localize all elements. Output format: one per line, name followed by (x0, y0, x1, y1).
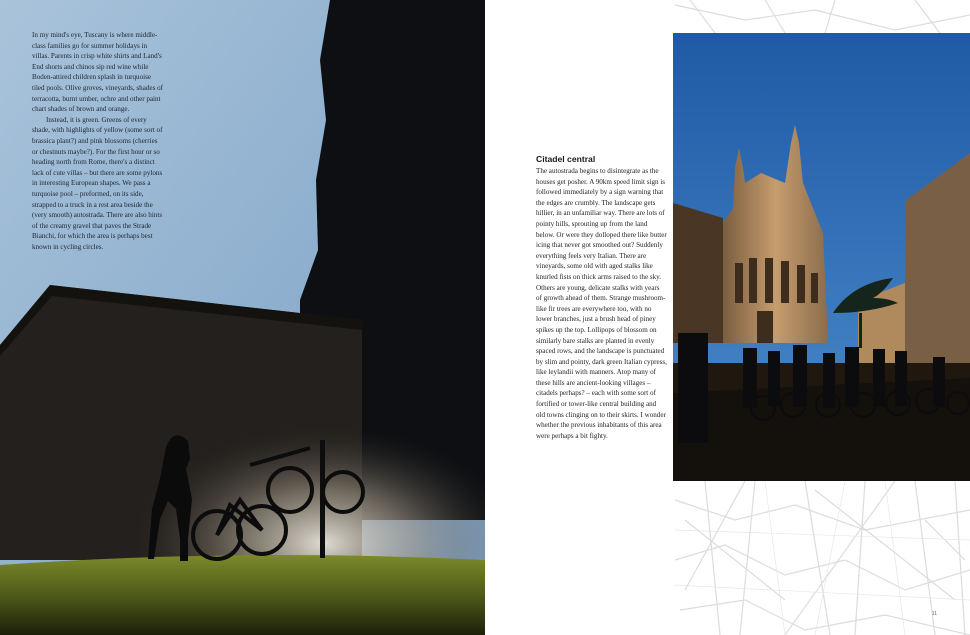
right-page (485, 0, 970, 635)
cathedral-square-photo (673, 33, 970, 481)
citadel-article-column (536, 154, 667, 441)
intro-body-text (32, 30, 164, 252)
section-body-text: The autostrada begins to disintegrate as the houses get posher. A 90km speed limit sign is followed immediately by a sign warning that the edges are crumbly. The landscape gets hillier, in an unfamiliar way. There are lots of pointy hills, sprouting up from the land below. Or were they dolloped there like butter icing that never got smoothed out? Suddenly everything feels very Italian. There are vineyards, some old with aged stalks like knurled fists on thick arms raised to the sky. Others are young, delicate stalks with years of growth ahead of them. Strange mushroom-like fir trees are everywhere too, with no lower branches, just a brush head of piney spikes up the top. Lollipops of blossom on similarly bare stalks are planted in evenly spaced rows, and the landscape is punctuated by slim and pointy, dark green Italian cypress, like leylandii with manners. Atop many of these hills are ancient-looking villages – citadels perhaps? – each with some sort of fortified or tower-like central building and old towns clinging on to their skirts. I wonder whether the previous inhabitants of this area were perhaps a bit fighty. (536, 167, 667, 440)
page-number: 11 (931, 611, 937, 617)
section-heading: Citadel central (536, 154, 596, 164)
intro-paragraph-2: Instead, it is green. Greens of every shade, with highlights of yellow (some sort of brassica plant?) and pink blossoms (cherries or chestnuts maybe?). For the first hour or so heading north from Rome, there's a distinct lack of cute villas – but there are some pylons in interesting European shapes. We pass a turquoise pool – preformed, on its side, strapped to a truck in a rest area beside the (very smooth) autostrada. There are also hints of the creamy gravel that paves the Strade Bianchi, for which the area is perhaps best known in cycling circles. (32, 115, 163, 251)
intro-paragraph: In my mind's eye, Tuscany is where middle-class families go for summer holidays in villas. Parents in crisp white shirts and Land's End shorts and chinos sip red wine while Boden-attired children splash in turquoise tiled pools. Olive groves, vineyards, shades of terracotta, burnt umber, ochre and other paint chart shades of brown and orange. (32, 31, 164, 114)
